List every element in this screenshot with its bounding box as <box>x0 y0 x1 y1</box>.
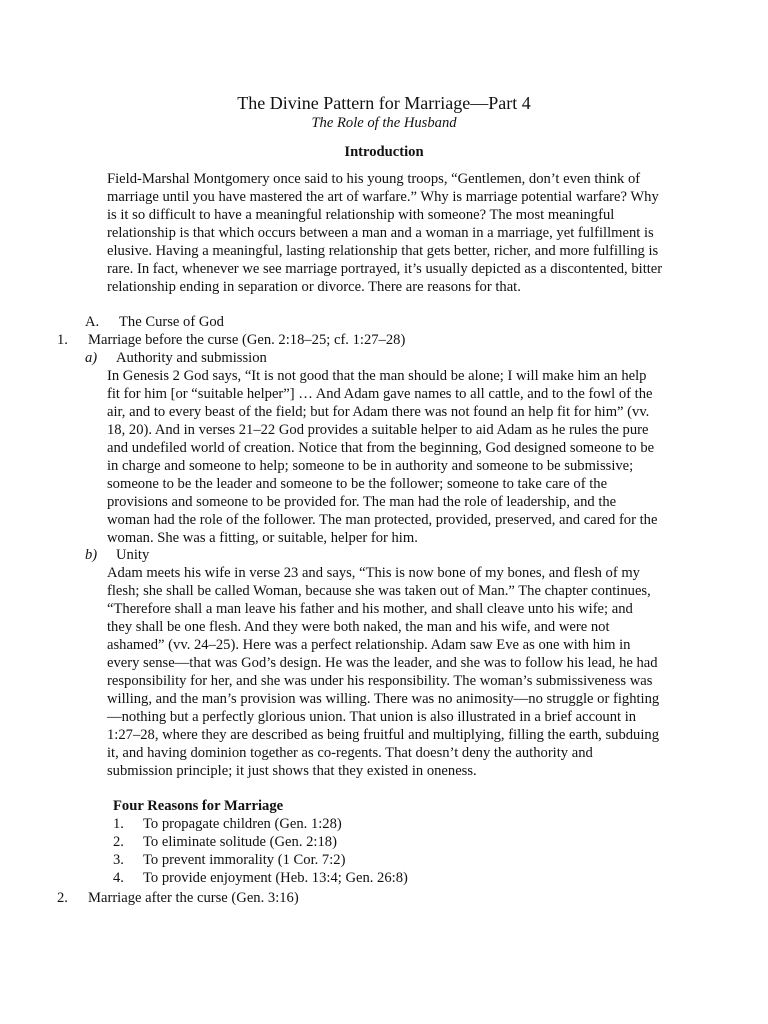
unity-paragraph: Adam meets his wife in verse 23 and says, “This is now bone of my bones, and flesh of my flesh; she shall be called Woman, because she was taken out of Man.” The chapter continues, “Therefore shall a man leave his father and his mother, and shall cleave unto his wife; and they shall be one flesh. And they were both naked, the man and his wife, and were not ashamed” (vv. 24–25). Here was a perfect relationship. Adam saw Eve as one with him in every sense—that was God’s design. He was the leader, and she was to follow his lead, he had responsibility for her, and she was under his responsibility. The woman’s submissiveness was willing, and the man’s provision was willing. There was no animosity—no struggle or fighting—nothing but a perfectly glorious union. That union is also illustrated in a brief account in 1:27–28, where they are described as being fruitful and multiplying, filling the earth, subduing it, and having dominion together as co-regents. That doesn’t deny the authority and submission principle; it just shows that they existed in oneness. <box>107 565 660 779</box>
reason-marker: 4. <box>113 870 124 886</box>
reasons-heading: Four Reasons for Marriage <box>113 798 284 814</box>
section-a-label: The Curse of God <box>119 314 224 330</box>
reason-item: To provide enjoyment (Heb. 13:4; Gen. 26:8) <box>143 870 408 886</box>
reason-item: To prevent immorality (1 Cor. 7:2) <box>143 852 346 868</box>
section-heading-introduction: Introduction <box>344 144 424 160</box>
section-a-marker: A. <box>85 314 100 330</box>
reason-marker: 2. <box>113 834 124 850</box>
document-title: The Divine Pattern for Marriage—Part 4 <box>237 93 531 113</box>
genesis-paragraph: In Genesis 2 God says, “It is not good that the man should be alone; I will make him an help fit for him [or “suitable helper”] … And Adam gave names to all cattle, and to the fowl of the air, and to every beast of the field; but for Adam there was not found an help fit for him” (vv. 18, 20). And in verses 21–22 God provides a suitable helper to aid Adam as he rules the pure and undefiled world of creation. Notice that from the beginning, God designed someone to be in charge and someone to help; someone to be in authority and someone to be submissive; someone to be the leader and someone to be the follower; someone to take care of the provisions and someone to be provided for. The man had the role of leadership, and the woman had the role of the follower. The man protected, provided, preserved, and cared for the woman. She was a fitting, or suitable, helper for him. <box>107 368 658 546</box>
sub-a-label: Authority and submission <box>116 350 267 366</box>
reason-marker: 3. <box>113 852 124 868</box>
reason-item: To propagate children (Gen. 1:28) <box>143 816 342 832</box>
introduction-paragraph: Field-Marshal Montgomery once said to his young troops, “Gentlemen, don’t even think of marriage until you have mastered the art of warfare.” Why is marriage potential warfare? Why is it so difficult to have a meaningful relationship with someone? The most meaningful relationship is that which occurs between a man and a woman in a marriage, yet fulfillment is elusive. Having a meaningful, lasting relationship that gets better, richer, and more fulfilling is rare. In fact, whenever we see marriage portrayed, it’s usually depicted as a discontented, bitter relationship ending in separation or divorce. There are reasons for that. <box>107 171 663 295</box>
point-1-marker: 1. <box>57 332 68 348</box>
sub-b-marker: b) <box>85 547 98 563</box>
point-2-marker: 2. <box>57 890 68 906</box>
document-subtitle: The Role of the Husband <box>311 115 457 131</box>
point-1-label: Marriage before the curse (Gen. 2:18–25; cf. 1:27–28) <box>88 332 406 348</box>
reason-marker: 1. <box>113 816 124 832</box>
sub-a-marker: a) <box>85 350 98 366</box>
sub-b-label: Unity <box>116 547 150 563</box>
point-2-label: Marriage after the curse (Gen. 3:16) <box>88 890 299 906</box>
reason-item: To eliminate solitude (Gen. 2:18) <box>143 834 337 850</box>
